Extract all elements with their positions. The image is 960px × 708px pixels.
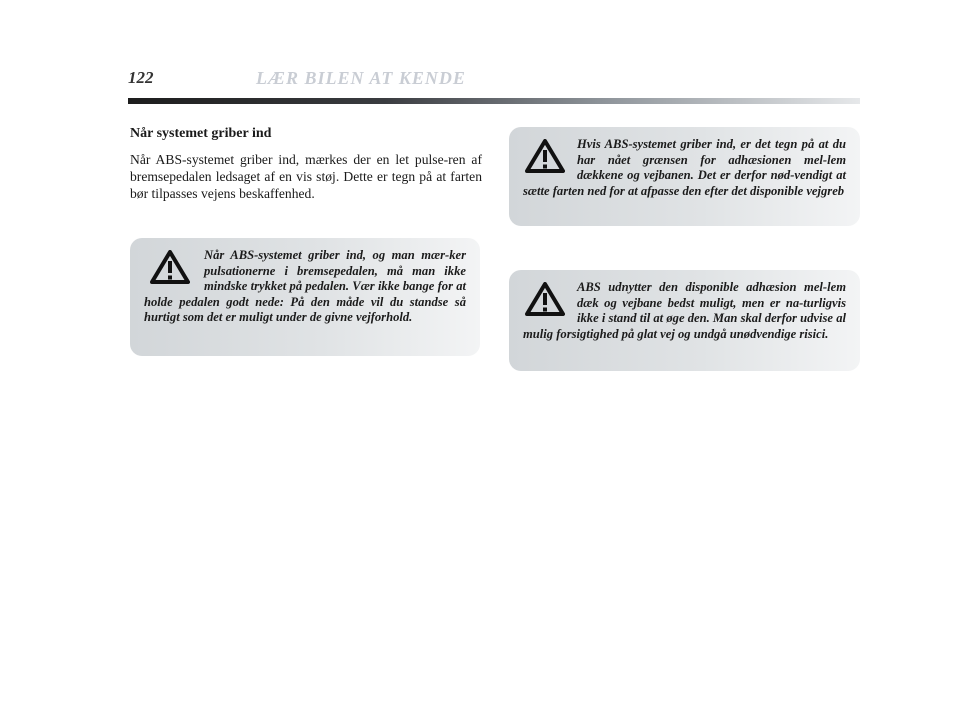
page-number: 122 (128, 68, 154, 87)
warning-triangle-icon (525, 139, 565, 173)
section-title: Når systemet griber ind (130, 126, 272, 141)
warning-triangle-icon (525, 282, 565, 316)
warning-triangle-icon (150, 250, 190, 284)
header-rule (128, 98, 860, 104)
warning-box-right-top (509, 127, 860, 226)
warning-text-right-top: Hvis ABS-systemet griber ind, er det tegn på at du har nået grænsen for adhæsionen mel-lem dækkene og vejbanen. Det er derfor nød-vendigt at sætte farten ned for at afpasse den efter det disponible vejgreb (523, 137, 846, 198)
body-paragraph: Når ABS-systemet griber ind, mærkes der en let pulse-ren af bremsepedalen ledsaget af en vis støj. Dette er tegn på at farten bør tilpasses vejens beskaffenhed. (130, 152, 482, 201)
warning-text-left: Når ABS-systemet griber ind, og man mær-ker pulsationerne i bremsepedalen, må man ikke mindske trykket på pedalen. Vær ikke bange for at holde pedalen godt nede: På den måde vil du standse så hurtigt som det er muligt under de givne vejforhold. (144, 248, 466, 325)
left-column (130, 126, 482, 202)
warning-box-left (130, 238, 480, 356)
running-head: LÆR BILEN AT KENDE (256, 68, 466, 88)
warning-text-right-bottom: ABS udnytter den disponible adhæsion mel-lem dæk og vejbane bedst muligt, men er na-turligvis ikke i stand til at øge den. Man skal derfor udvise al mulig forsigtighed på glat vej og undgå unødvendige risici. (523, 280, 846, 341)
warning-box-right-bottom (509, 270, 860, 371)
